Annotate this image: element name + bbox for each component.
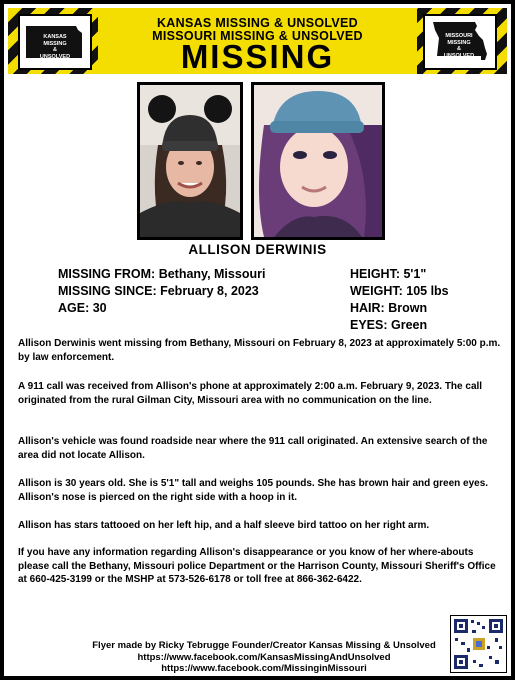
- title-missouri: MISSOURI MISSING & UNSOLVED: [152, 29, 363, 43]
- title-missing: MISSING: [180, 38, 335, 74]
- paragraph-description: Allison is 30 years old. She is 5'1" tall and weighs 105 pounds. She has brown hair and green eyes. Allison's nose is pierced on the right side with a hoop in it.: [18, 478, 489, 503]
- paragraph-disappearance: Allison Derwinis went missing from Bethany, Missouri on February 8, 2023 at approximately 5:00 p.m. by law enforcement.: [18, 338, 501, 363]
- age: AGE: 30: [58, 301, 107, 315]
- height: HEIGHT: 5'1": [350, 267, 427, 281]
- facebook-link-kansas[interactable]: https://www.facebook.com/KansasMissingAndUnsolved: [137, 651, 391, 663]
- paragraph-vehicle: Allison's vehicle was found roadside near where the 911 call originated. An extensive search of the area did not locate Allison.: [18, 436, 488, 461]
- missouri-logo: [423, 14, 497, 70]
- person-name: ALLISON DERWINIS: [188, 242, 327, 257]
- photo-right: [251, 82, 385, 240]
- header-banner: [8, 8, 507, 74]
- paragraph-tattoos: Allison has stars tattooed on her left hip, and a half sleeve bird tattoo on her right arm.: [18, 520, 430, 531]
- missouri-logo-text: MISSOURI MISSING & UNSOLVED: [443, 33, 475, 59]
- photo-left: [137, 82, 243, 240]
- title-kansas: KANSAS MISSING & UNSOLVED: [156, 16, 359, 30]
- flyer-credit: Flyer made by Ricky Tebrugge Founder/Creator Kansas Missing & Unsolved: [92, 640, 436, 651]
- paragraph-911-call: A 911 call was received from Allison's phone at approximately 2:00 a.m. February 9, 2023. The call originated from the rural Gilman City, Missouri area with no communication on the line.: [18, 381, 483, 406]
- footer-credits: [44, 640, 484, 675]
- kansas-logo-text: KANSAS MISSING & UNSOLVED: [39, 34, 71, 60]
- weight: WEIGHT: 105 lbs: [350, 284, 449, 298]
- eyes: EYES: Green: [350, 318, 428, 332]
- facebook-link-missouri[interactable]: https://www.facebook.com/MissinginMissouri: [161, 663, 367, 674]
- hair: HAIR: Brown: [350, 301, 428, 315]
- missing-from: MISSING FROM: Bethany, Missouri: [58, 267, 266, 281]
- missing-since: MISSING SINCE: February 8, 2023: [58, 284, 259, 298]
- paragraph-contact: If you have any information regarding Allison's disappearance or you know of her where-abouts please call the Bethany, Missouri police Department or the Harrison County, Missouri Sheriff's Office at 660-425-3199 or the MSHP at 573-526-6178 or toll free at 866-362-6422.: [18, 547, 496, 585]
- qr-code-icon[interactable]: [450, 615, 507, 673]
